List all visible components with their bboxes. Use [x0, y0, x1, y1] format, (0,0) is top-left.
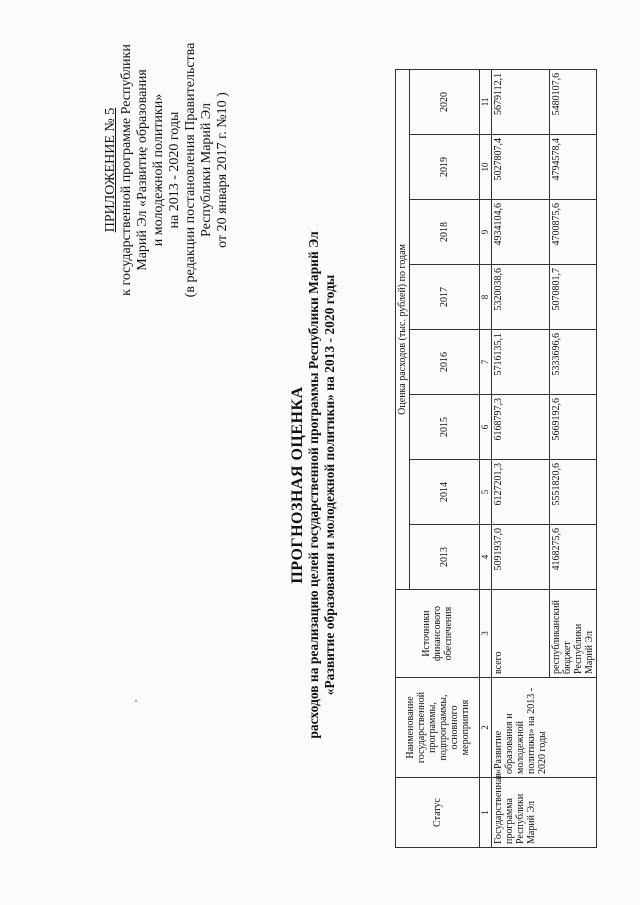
document-title: [290, 105, 338, 865]
document-title-program: «Развитие образования и молодежной политики» на 2013 - 2020 годы: [322, 274, 337, 696]
cell-value: 6127201,3: [492, 460, 550, 525]
cell-value: 5716135,1: [492, 330, 550, 395]
document-title-main: ПРОГНОЗНАЯ ОЦЕНКА: [289, 386, 306, 584]
column-number: 9: [480, 200, 492, 265]
header-year: 2017: [410, 265, 480, 330]
appendix-line: Республики Марий Эл: [199, 103, 214, 237]
cell-value: 5091937,0: [492, 525, 550, 590]
cell-name: [549, 678, 596, 778]
column-number: 11: [480, 69, 492, 134]
header-status: Статус: [396, 778, 480, 848]
cell-name: «Развитие образования и молодежной политики» на 2013 - 2020 годы: [492, 678, 550, 778]
column-number: 7: [480, 330, 492, 395]
header-year: 2015: [410, 395, 480, 460]
cell-value: 5320038,6: [492, 265, 550, 330]
column-number: 8: [480, 265, 492, 330]
forecast-table: [395, 69, 597, 848]
cell-status: Государственная программа Республики Марий Эл: [492, 778, 550, 848]
cell-value: 5480107,6: [549, 69, 596, 134]
header-estimate: Оценка расходов (тыс. рублей) по годам: [396, 69, 410, 589]
cell-value: 4700875,6: [549, 200, 596, 265]
appendix-title: ПРИЛОЖЕНИЕ № 5: [103, 107, 118, 233]
cell-value: 5070801,7: [549, 265, 596, 330]
cell-status: [549, 778, 596, 848]
appendix-line: на 2013 - 2020 годы: [167, 111, 182, 229]
column-number: 5: [480, 460, 492, 525]
cell-source: всего: [492, 590, 550, 678]
column-number-row: [480, 69, 492, 847]
cell-value: 4168275,6: [549, 525, 596, 590]
appendix-line: к государственной программе Республики: [119, 44, 134, 296]
appendix-block: [103, 35, 231, 305]
cell-value: 5669192,6: [549, 395, 596, 460]
column-number: 10: [480, 135, 492, 200]
column-number: 1: [480, 778, 492, 848]
cell-value: 5551820,6: [549, 460, 596, 525]
header-name: Наименование государственной программы, подпрограммы, основного мероприятия: [396, 678, 480, 778]
appendix-line: (в редакции постановления Правительства: [183, 42, 198, 298]
column-number: 6: [480, 395, 492, 460]
cell-value: 5027807,4: [492, 135, 550, 200]
column-number: 2: [480, 678, 492, 778]
cell-value: 5679112,1: [492, 69, 550, 134]
header-year: 2019: [410, 135, 480, 200]
header-row: [396, 69, 410, 847]
cell-value: 5333696,6: [549, 330, 596, 395]
document-title-subtitle: расходов на реализацию целей государственной программы Республики Марий Эл: [306, 231, 321, 739]
table-row: [492, 69, 550, 847]
column-number: 4: [480, 525, 492, 590]
column-number: 3: [480, 590, 492, 678]
appendix-line: от 20 января 2017 г. №10 ): [215, 92, 230, 248]
appendix-line: и молодежной политики»: [151, 93, 166, 247]
header-year: 2013: [410, 525, 480, 590]
cell-value: 6168797,3: [492, 395, 550, 460]
header-year: 2020: [410, 69, 480, 134]
header-year: 2018: [410, 200, 480, 265]
header-year: 2014: [410, 460, 480, 525]
table-row: [549, 69, 596, 847]
header-sources: Источники финансового обеспечения: [396, 590, 480, 678]
cell-source: республиканский бюджет Республики Марий Эл: [549, 590, 596, 678]
cell-value: 4794578,4: [549, 135, 596, 200]
appendix-line: Марий Эл «Развитие образования: [135, 69, 150, 271]
header-year: 2016: [410, 330, 480, 395]
cell-value: 4934104,6: [492, 200, 550, 265]
